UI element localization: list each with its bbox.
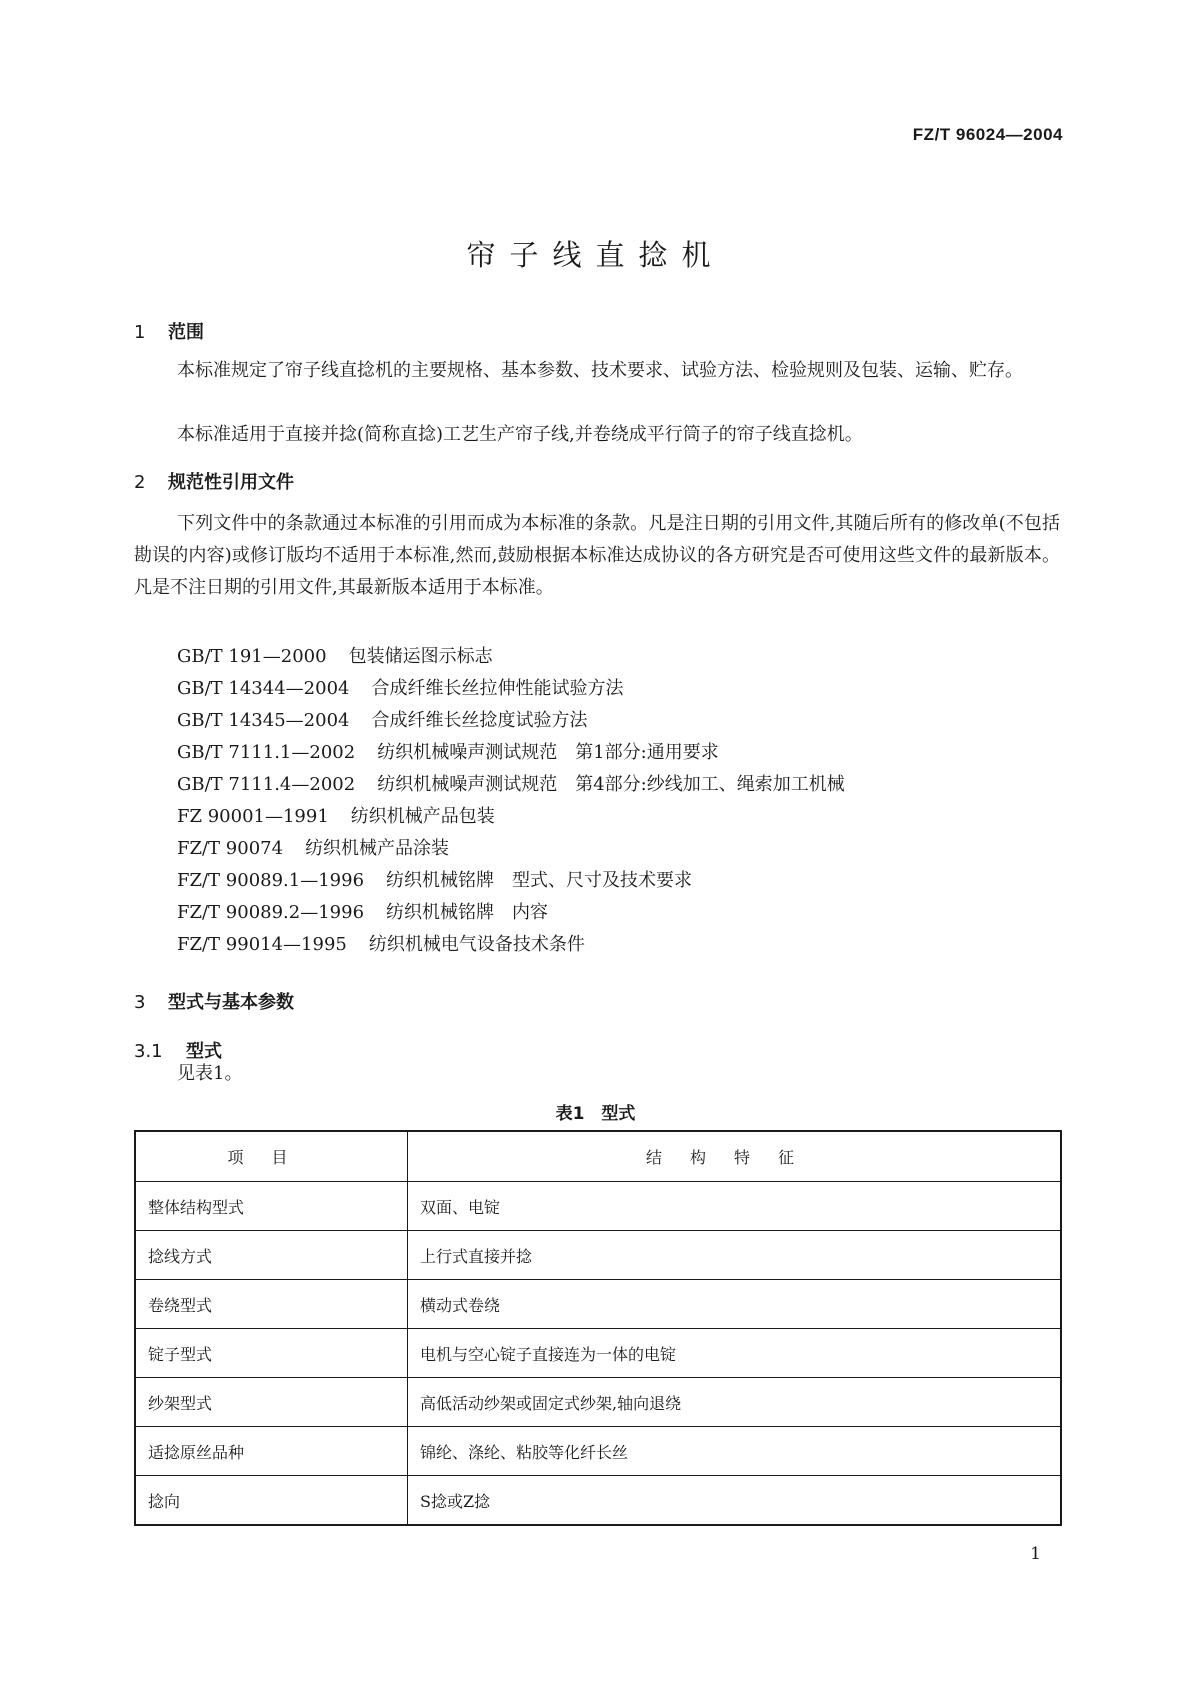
reference-code: FZ/T 90074 xyxy=(177,838,284,859)
page-number: 1 xyxy=(1030,1544,1041,1564)
table-row xyxy=(135,1427,1061,1476)
document-title: 帘子线直捻机 xyxy=(466,238,725,272)
reference-code: GB/T 7111.1—2002 xyxy=(177,742,356,763)
row-feature-cell: S捻或Z捻 xyxy=(408,1476,1062,1526)
section-1-heading xyxy=(134,318,204,344)
reference-item xyxy=(177,641,845,673)
see-table-reference: 见表1。 xyxy=(177,1063,243,1084)
normative-intro-paragraph: 下列文件中的条款通过本标准的引用而成为本标准的条款。凡是注日期的引用文件,其随后所有的修改单(不包括勘误的内容)或修订版均不适用于本标准,然而,鼓励根据本标准达成协议的各方研究是否可使用这些文件的最新版本。凡是不注日期的引用文件,其最新版本适用于本标准。 xyxy=(134,513,1060,598)
spec-table xyxy=(134,1130,1062,1526)
reference-item xyxy=(177,897,845,929)
reference-code: FZ/T 90089.2—1996 xyxy=(177,902,365,923)
row-item-cell: 捻线方式 xyxy=(135,1231,408,1280)
section-number: 3.1 xyxy=(134,1041,163,1062)
section-2-heading xyxy=(134,468,294,494)
table-row xyxy=(135,1280,1061,1329)
row-item-cell: 锭子型式 xyxy=(135,1329,408,1378)
table-row xyxy=(135,1182,1061,1231)
section-number: 1 xyxy=(134,322,146,343)
section-number: 2 xyxy=(134,472,146,493)
reference-title: 合成纤维长丝拉伸性能试验方法 xyxy=(371,678,624,699)
row-feature-cell: 锦纶、涤纶、粘胶等化纤长丝 xyxy=(408,1427,1062,1476)
section-3-heading xyxy=(134,988,294,1014)
row-item-cell: 捻向 xyxy=(135,1476,408,1526)
reference-item xyxy=(177,769,845,801)
reference-title: 纺织机械电气设备技术条件 xyxy=(368,934,585,955)
table-caption: 表1 型式 xyxy=(555,1104,636,1124)
section-number: 3 xyxy=(134,992,146,1013)
reference-item xyxy=(177,929,845,961)
table-row xyxy=(135,1231,1061,1280)
reference-title: 合成纤维长丝捻度试验方法 xyxy=(371,710,588,731)
row-feature-cell: 横动式卷绕 xyxy=(408,1280,1062,1329)
row-feature-cell: 高低活动纱架或固定式纱架,轴向退绕 xyxy=(408,1378,1062,1427)
reference-title: 纺织机械产品涂装 xyxy=(305,838,450,859)
reference-title: 纺织机械铭牌 内容 xyxy=(386,902,549,923)
scope-paragraph-2: 本标准适用于直接并捻(简称直捻)工艺生产帘子线,并卷绕成平行筒子的帘子线直捻机。 xyxy=(177,424,863,445)
row-feature-cell: 电机与空心锭子直接连为一体的电锭 xyxy=(408,1329,1062,1378)
reference-code: FZ 90001—1991 xyxy=(177,806,329,827)
standard-code: FZ/T 96024—2004 xyxy=(912,125,1063,144)
reference-title: 包装储运图示标志 xyxy=(348,646,493,667)
section-title: 范围 xyxy=(168,322,204,343)
section-title: 型式 xyxy=(186,1041,222,1062)
reference-code: FZ/T 99014—1995 xyxy=(177,934,347,955)
header-cell-feature: 结构特征 xyxy=(408,1131,1062,1182)
table-row xyxy=(135,1329,1061,1378)
row-item-cell: 整体结构型式 xyxy=(135,1182,408,1231)
row-feature-cell: 双面、电锭 xyxy=(408,1182,1062,1231)
reference-code: GB/T 191—2000 xyxy=(177,646,327,667)
header-cell-item: 项目 xyxy=(135,1131,408,1182)
reference-item xyxy=(177,705,845,737)
row-item-cell: 卷绕型式 xyxy=(135,1280,408,1329)
reference-code: GB/T 7111.4—2002 xyxy=(177,774,356,795)
reference-title: 纺织机械产品包装 xyxy=(350,806,495,827)
reference-item xyxy=(177,865,845,897)
reference-item xyxy=(177,673,845,705)
reference-code: GB/T 14345—2004 xyxy=(177,710,350,731)
section-title: 规范性引用文件 xyxy=(168,472,294,493)
reference-item xyxy=(177,737,845,769)
section-title: 型式与基本参数 xyxy=(168,992,294,1013)
row-item-cell: 纱架型式 xyxy=(135,1378,408,1427)
reference-title: 纺织机械噪声测试规范 第4部分:纱线加工、绳索加工机械 xyxy=(377,774,845,795)
reference-code: GB/T 14344—2004 xyxy=(177,678,350,699)
scope-paragraph-1: 本标准规定了帘子线直捻机的主要规格、基本参数、技术要求、试验方法、检验规则及包装、运输、贮存。 xyxy=(177,360,1023,381)
reference-item xyxy=(177,833,845,865)
row-item-cell: 适捻原丝品种 xyxy=(135,1427,408,1476)
reference-title: 纺织机械噪声测试规范 第1部分:通用要求 xyxy=(377,742,719,763)
table-row xyxy=(135,1378,1061,1427)
table-row xyxy=(135,1476,1061,1526)
reference-title: 纺织机械铭牌 型式、尺寸及技术要求 xyxy=(386,870,693,891)
table-header-row xyxy=(135,1131,1061,1182)
reference-list xyxy=(177,641,845,961)
row-feature-cell: 上行式直接并捻 xyxy=(408,1231,1062,1280)
reference-code: FZ/T 90089.1—1996 xyxy=(177,870,365,891)
reference-item xyxy=(177,801,845,833)
